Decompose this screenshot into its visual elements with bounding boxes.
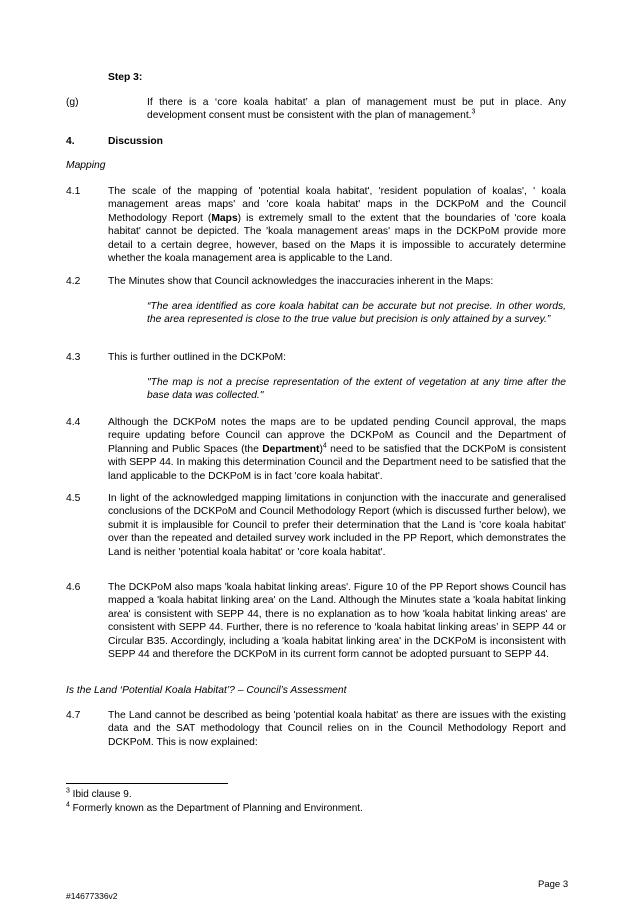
item-g-body: If there is a ‘core koala habitat’ a plan of management must be put in place. Any development consent must be consistent with the plan of management.	[147, 97, 566, 122]
defined-term-maps: Maps	[211, 212, 238, 224]
para-4-7: The Land cannot be described as being 'potential koala habitat' as there are issues with the existing data and the SAT methodology that Council relies on in the Council Methodology Report and DCKPoM. This is now explained:	[108, 710, 566, 748]
para-number: 4.4	[66, 417, 81, 428]
document-id: #14677336v2	[66, 891, 118, 901]
item-label: (g)	[66, 97, 79, 108]
para-number: 4.7	[66, 710, 81, 721]
para-4-5: In light of the acknowledged mapping limitations in conjunction with the inaccurate and generalised conclusions of the DCKPoM and Council Methodology Report (which is discussed further below), we submit it is implausible for Council to prefer their determination that the Land is 'core koala habitat' over than the repeated and detailed survey work included in the PP Report, which demonstrates the Land is neither 'potential koala habitat' or 'core koala habitat'.	[108, 493, 566, 558]
assessment-heading: Is the Land ‘Potential Koala Habitat’? – Council’s Assessment	[66, 685, 347, 696]
para-number: 4.6	[66, 582, 81, 593]
defined-term-department: Department	[262, 443, 320, 455]
footnote-ref-3[interactable]: 3	[471, 108, 476, 116]
para-4-2: The Minutes show that Council acknowledges the inaccuracies inherent in the Maps:	[108, 276, 494, 287]
section-number: 4.	[66, 136, 75, 147]
footnote-text: Ibid clause 9.	[69, 789, 132, 800]
page-number: Page 3	[538, 879, 569, 890]
para-number: 4.3	[66, 352, 81, 363]
para-4-4-text-a: Although the DCKPoM notes the maps are to be updated pending Council approval, the maps require updating before Council can approve the DCKPoM as Council and the Department of Planning and Public Spaces (the	[108, 417, 566, 455]
step-heading: Step 3:	[108, 72, 143, 83]
para-4-1-text-a: The scale of the mapping of 'potential koala habitat', 'resident population of koalas', ' koala management areas maps' and 'core koala habitat' maps in the DCKPoM and the Council Methodology Report (	[108, 186, 566, 224]
footnote-mark: 4	[66, 801, 70, 809]
footnote-mark: 3	[66, 787, 70, 795]
para-4-6: The DCKPoM also maps 'koala habitat linking areas'. Figure 10 of the PP Report shows Council has mapped a 'koala habitat linking area' on the Land. Although the Minutes state a 'koala habitat linking area' is consistent with SEPP 44, there is no explanation as to how 'koala habitat linking areas' are consistent with SEPP 44. Further, there is no reference to ‘koala habitat linking areas’ in SEPP 44 or Circular B35. Accordingly, including a 'koala habitat linking area' in the DCKPoM is inconsistent with SEPP 44 and therefore the DCKPoM in its current form cannot be adopted pursuant to SEPP 44.	[108, 582, 566, 661]
para-number: 4.1	[66, 186, 81, 197]
para-4-4-text-b: )	[319, 443, 323, 455]
para-number: 4.5	[66, 493, 81, 504]
para-4-3: This is further outlined in the DCKPoM:	[108, 352, 286, 363]
footnote-ref-4[interactable]: 4	[322, 442, 327, 450]
quote-4-3: "The map is not a precise representation of the extent of vegetation at any time after the base data was collected."	[147, 377, 566, 402]
para-4-4-text-c: need to be satisfied that the DCKPoM is consistent with SEPP 44. In making this determination Council and the Department need to be satisfied that the land applicable to the DCKPoM is in fact 'core koala habitat'.	[108, 443, 566, 482]
footnote-separator	[66, 783, 228, 784]
section-title: Discussion	[108, 136, 163, 147]
footnote-text: Formerly known as the Department of Planning and Environment.	[69, 803, 363, 814]
para-number: 4.2	[66, 276, 81, 287]
item-g-text	[147, 96, 566, 123]
quote-4-2: “The area identified as core koala habitat can be accurate but not precise. In other words, the area represented is close to the true value but precision is only attained by a survey.”	[147, 301, 566, 326]
footnote-3	[66, 788, 132, 801]
para-4-1	[108, 185, 566, 265]
footnote-4	[66, 802, 363, 815]
mapping-heading: Mapping	[66, 160, 106, 171]
para-4-4	[108, 416, 566, 483]
para-4-1-text-b: ) is extremely small to the extent that the boundaries of 'core koala habitat' cannot be depicted. The 'koala management areas' maps in the DCKPoM provide more detail to a certain degree, however, based on the Maps it is impossible to accurately determine whether the koala management area is applicable to the Land.	[108, 212, 566, 265]
